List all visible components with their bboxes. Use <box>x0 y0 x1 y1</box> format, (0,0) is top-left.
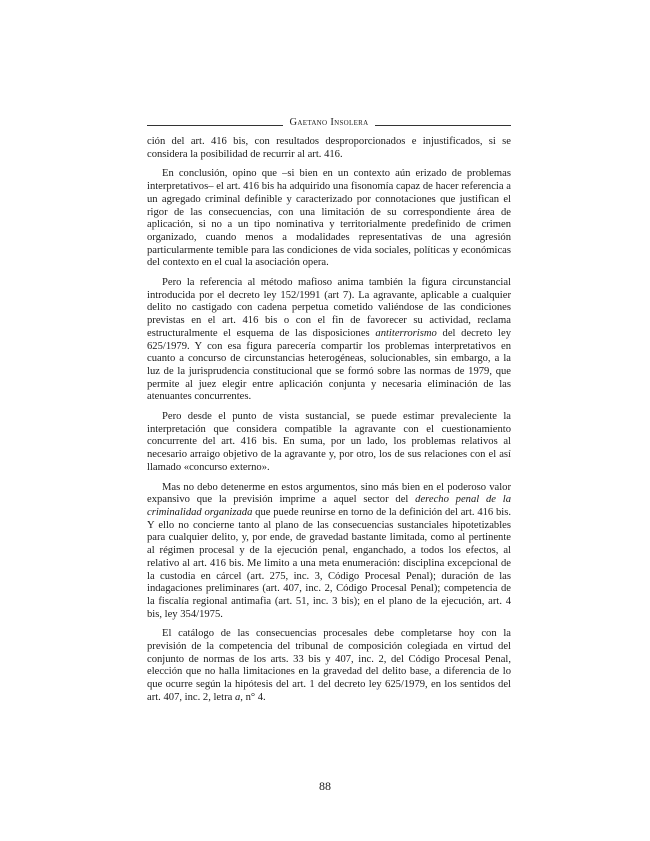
running-header <box>147 117 511 131</box>
paragraph-text: Mas no debo detenerme en estos argumentos, sino más bien en el poderoso valor expansivo que la previsión imprime a aquel sector del <box>147 481 511 506</box>
italic-term: a <box>234 691 241 703</box>
paragraph-mafia-method <box>147 277 511 404</box>
paragraph-text: que puede reunirse en torno de la definición del art. 416 bis. Y ello no concierne tanto al plano de las consecuencias sustanciales hipotetizables para cualquier delito, y, por ende, de gravedad bastante limitada, como al pertinente al régimen procesal y de la ejecución penal, enganchado, a todos los efectos, al relativo al art. 416 bis. Me limito a una meta enumeración: disciplina excepcional de la custodia en cárcel (art. 275, inc. 3, Código Procesal Penal); duración de las indagaciones preliminares (art. 407, inc. 2, Código Procesal Penal); competencia de la fiscalía regional antimafia (art. 51, inc. 3 bis); en el plano de la ejecución, art. 4 bis, ley 354/1975. <box>147 506 511 620</box>
paragraph-text: , n° 4. <box>240 691 266 703</box>
paragraph-text: Pero la referencia al método mafioso anima también la figura circunstancial introducida por el decreto ley 152/1991 (art 7). La agravante, aplicable a cualquier delito no castigado con cadena perpetua cometido valiéndose de las condiciones previstas en el art. 416 bis o con el fin de favorecer su actividad, reclama estructuralmente el esquema de las disposiciones <box>147 277 511 339</box>
paragraph-expansive-value <box>147 482 511 622</box>
body-text <box>147 136 511 712</box>
page-number: 88 <box>319 779 331 793</box>
italic-term: antiterrorismo <box>375 327 437 339</box>
paragraph-text: El catálogo de las consecuencias procesales debe completarse hoy con la previsión de la competencia del tribunal de composición colegiada en virtud del conjunto de normas de los arts. 33 bis y 407, inc. 2, del Código Procesal Penal, elección que no halla limitaciones en la gravedad del delito base, a diferencia de lo que ocurre según la hipótesis del art. 1 del decreto ley 625/1979, en los sentidos del art. 407, inc. 2, letra <box>147 628 511 703</box>
paragraph-substantive-view: Pero desde el punto de vista sustancial, se puede estimar prevaleciente la interpretación que considera compatible la agravante con el cuestionamiento concurrente del art. 416 bis. En suma, por un lado, los problemas relativos al necesario arraigo objetivo de la agravante y, por otro, los de sus relaciones con el así llamado «concurso externo». <box>147 411 511 473</box>
paragraph-continued: ción del art. 416 bis, con resultados desproporcionados e injustificados, si se considera la posibilidad de recurrir al art. 416. <box>147 136 511 160</box>
italic-term: derecho penal de la criminalidad organizada <box>147 494 511 518</box>
paragraph-procedural-catalog <box>147 628 511 704</box>
paragraph-conclusion: En conclusión, opino que –si bien en un contexto aún erizado de problemas interpretativos– el art. 416 bis ha adquirido una fisonomía capaz de hacer referencia a un agregado criminal definible y caracterizado por connotaciones que justifican el rigor de las consecuencias, con una limitación de su correspondiente área de aplicación, si no a un tipo nominativa y territorialmente predefinido de crimen organizado, cuando menos a modalidades representativas de una agresión particularmente temible para las condiciones de vida sociales, políticas y económicas del contexto en el cual la asociación opera. <box>147 168 511 269</box>
header-rule-right <box>375 125 511 126</box>
running-title: Gaetano Insolera <box>289 117 369 128</box>
paragraph-text: del decreto ley 625/1979. Y con esa figura parecería compartir los problemas interpretativos en cuanto a concurso de circunstancias heterogéneas, solucionables, sin embargo, a la luz de la jurisprudencia constitucional que se formó sobre las normas de 1979, que permite al juez elegir entre aplicación conjunta y necesaria eliminación de las atenuantes concurrentes. <box>147 327 511 403</box>
